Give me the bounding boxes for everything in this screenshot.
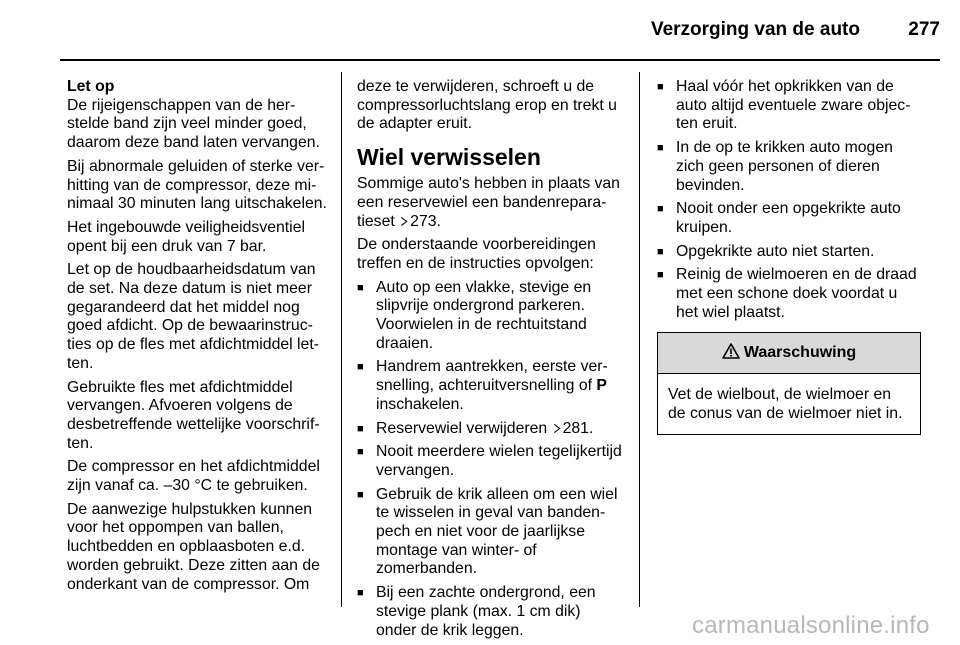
paragraph: Bij abnormale geluiden of sterke verhitting van de compressor, deze minimaal 30 minuten lang uitschakelen. [67, 157, 327, 213]
bullet-icon: ■ [357, 422, 364, 435]
list-item [357, 584, 623, 640]
warning-header [658, 333, 920, 374]
bullet-icon: ■ [657, 245, 664, 258]
list-item-text: In de op te krikken auto mogen zich geen personen of dieren bevinden. [676, 139, 893, 194]
list-item [357, 486, 623, 580]
header-divider [60, 59, 940, 61]
paragraph: Het ingebouwde veiligheidsventiel opent bij een druk van 7 bar. [67, 218, 305, 255]
continuation-paragraph: deze te verwijderen, schroeft u de compressorluchtslang erop en trekt u de adapter eruit. [357, 78, 617, 133]
page-number: 277 [908, 19, 940, 40]
note-heading: Let op [67, 78, 115, 95]
list-item-text: Nooit meerdere wielen tegelijkertijd vervangen. [376, 443, 622, 479]
preparation-list [357, 279, 623, 641]
column-divider-1 [341, 72, 342, 607]
list-item-text: Reservewiel verwijderen [376, 419, 548, 437]
bullet-icon: ■ [657, 142, 664, 155]
bullet-icon: ■ [657, 203, 664, 216]
list-item-text: Nooit onder een opgekrikte auto kruipen. [676, 200, 901, 236]
list-item-text: Reinig de wielmoeren en de draad met een schone doek voordat u het wiel plaatst. [676, 266, 917, 321]
paragraph: De aanwezige hulpstukken kunnen voor het oppompen van ballen, luchtbedden en opblaasboten e.d. worden gebruikt. Deze zitten aan de onderkant van de compressor. Om [67, 500, 320, 593]
list-item [357, 443, 623, 480]
list-item-text: inschakelen. [376, 395, 464, 413]
warning-box [657, 332, 921, 434]
list-item [657, 78, 921, 134]
safety-list [657, 78, 921, 322]
page-reference-link[interactable]: 281. [562, 419, 594, 437]
list-item-text: Handrem aantrekken, eerste versnelling, achteruitversnelling of [376, 358, 608, 395]
paragraph: Let op de houdbaarheidsdatum van de set. Na deze datum is niet meer gegarandeerd dat het middel nog goed afdicht. Op de bewaarinstructies op de fles met afdichtmiddel letten. [67, 261, 319, 372]
list-item [657, 200, 921, 237]
watermark: carmanualsonline.info [692, 612, 930, 639]
list-item [357, 358, 623, 414]
column-divider-2 [639, 72, 640, 607]
bullet-icon: ■ [357, 488, 364, 501]
intro-paragraph [357, 175, 623, 231]
column-3 [657, 78, 921, 435]
bullet-icon: ■ [357, 587, 364, 600]
list-item [657, 243, 921, 262]
list-item-text: Bij een zachte ondergrond, een stevige plank (max. 1 cm dik) onder de krik leggen. [376, 584, 596, 639]
column-2 [357, 78, 623, 645]
list-item [357, 420, 623, 439]
bullet-icon: ■ [357, 281, 364, 294]
warning-title: Waarschuwing [743, 344, 857, 362]
list-item-text: Opgekrikte auto niet starten. [676, 242, 875, 260]
page-reference-icon [553, 424, 561, 433]
list-item-text: Gebruik de krik alleen om een wiel te wisselen in geval van bandenpech en niet voor de jaarlijkse montage van winter- of zomerbanden. [376, 485, 618, 578]
bullet-icon: ■ [657, 269, 664, 282]
paragraph: Gebruikte fles met afdichtmiddel vervangen. Afvoeren volgens de desbetreffende wettelijke voorschriften. [67, 378, 320, 452]
list-item [657, 266, 921, 322]
warning-triangle-icon [722, 343, 740, 359]
page-reference-icon [400, 217, 408, 226]
prep-paragraph: De onderstaande voorbereidingen treffen en de instructies opvolgen: [357, 236, 596, 272]
paragraph: De rijeigenschappen van de herstelde band zijn veel minder goed, daarom deze band laten vervangen. [67, 96, 320, 152]
column-1 [67, 78, 329, 599]
bullet-icon: ■ [357, 446, 364, 459]
page-reference-link[interactable]: 273. [410, 212, 441, 230]
bullet-icon: ■ [657, 81, 664, 93]
list-item [357, 279, 623, 354]
list-item-text: Auto op een vlakke, stevige en slipvrije ondergrond parkeren. Voorwielen in de rechtuitstand draaien. [376, 278, 592, 352]
list-item-text: Haal vóór het opkrikken van de auto altijd eventuele zware objecten eruit. [676, 78, 911, 133]
paragraph: De compressor en het afdichtmiddel zijn vanaf ca. –30 °C te gebruiken. [67, 458, 320, 495]
section-title: Wiel verwisselen [357, 144, 541, 171]
gear-letter: P [596, 377, 607, 395]
bullet-icon: ■ [357, 361, 364, 374]
header-title: Verzorging van de auto [650, 19, 860, 40]
warning-body: Vet de wielbout, de wielmoer en de conus van de wielmoer niet in. [668, 386, 903, 423]
intro-text: Sommige auto's hebben in plaats van een reservewiel een bandenreparatieset [357, 175, 620, 230]
list-item [657, 139, 921, 195]
